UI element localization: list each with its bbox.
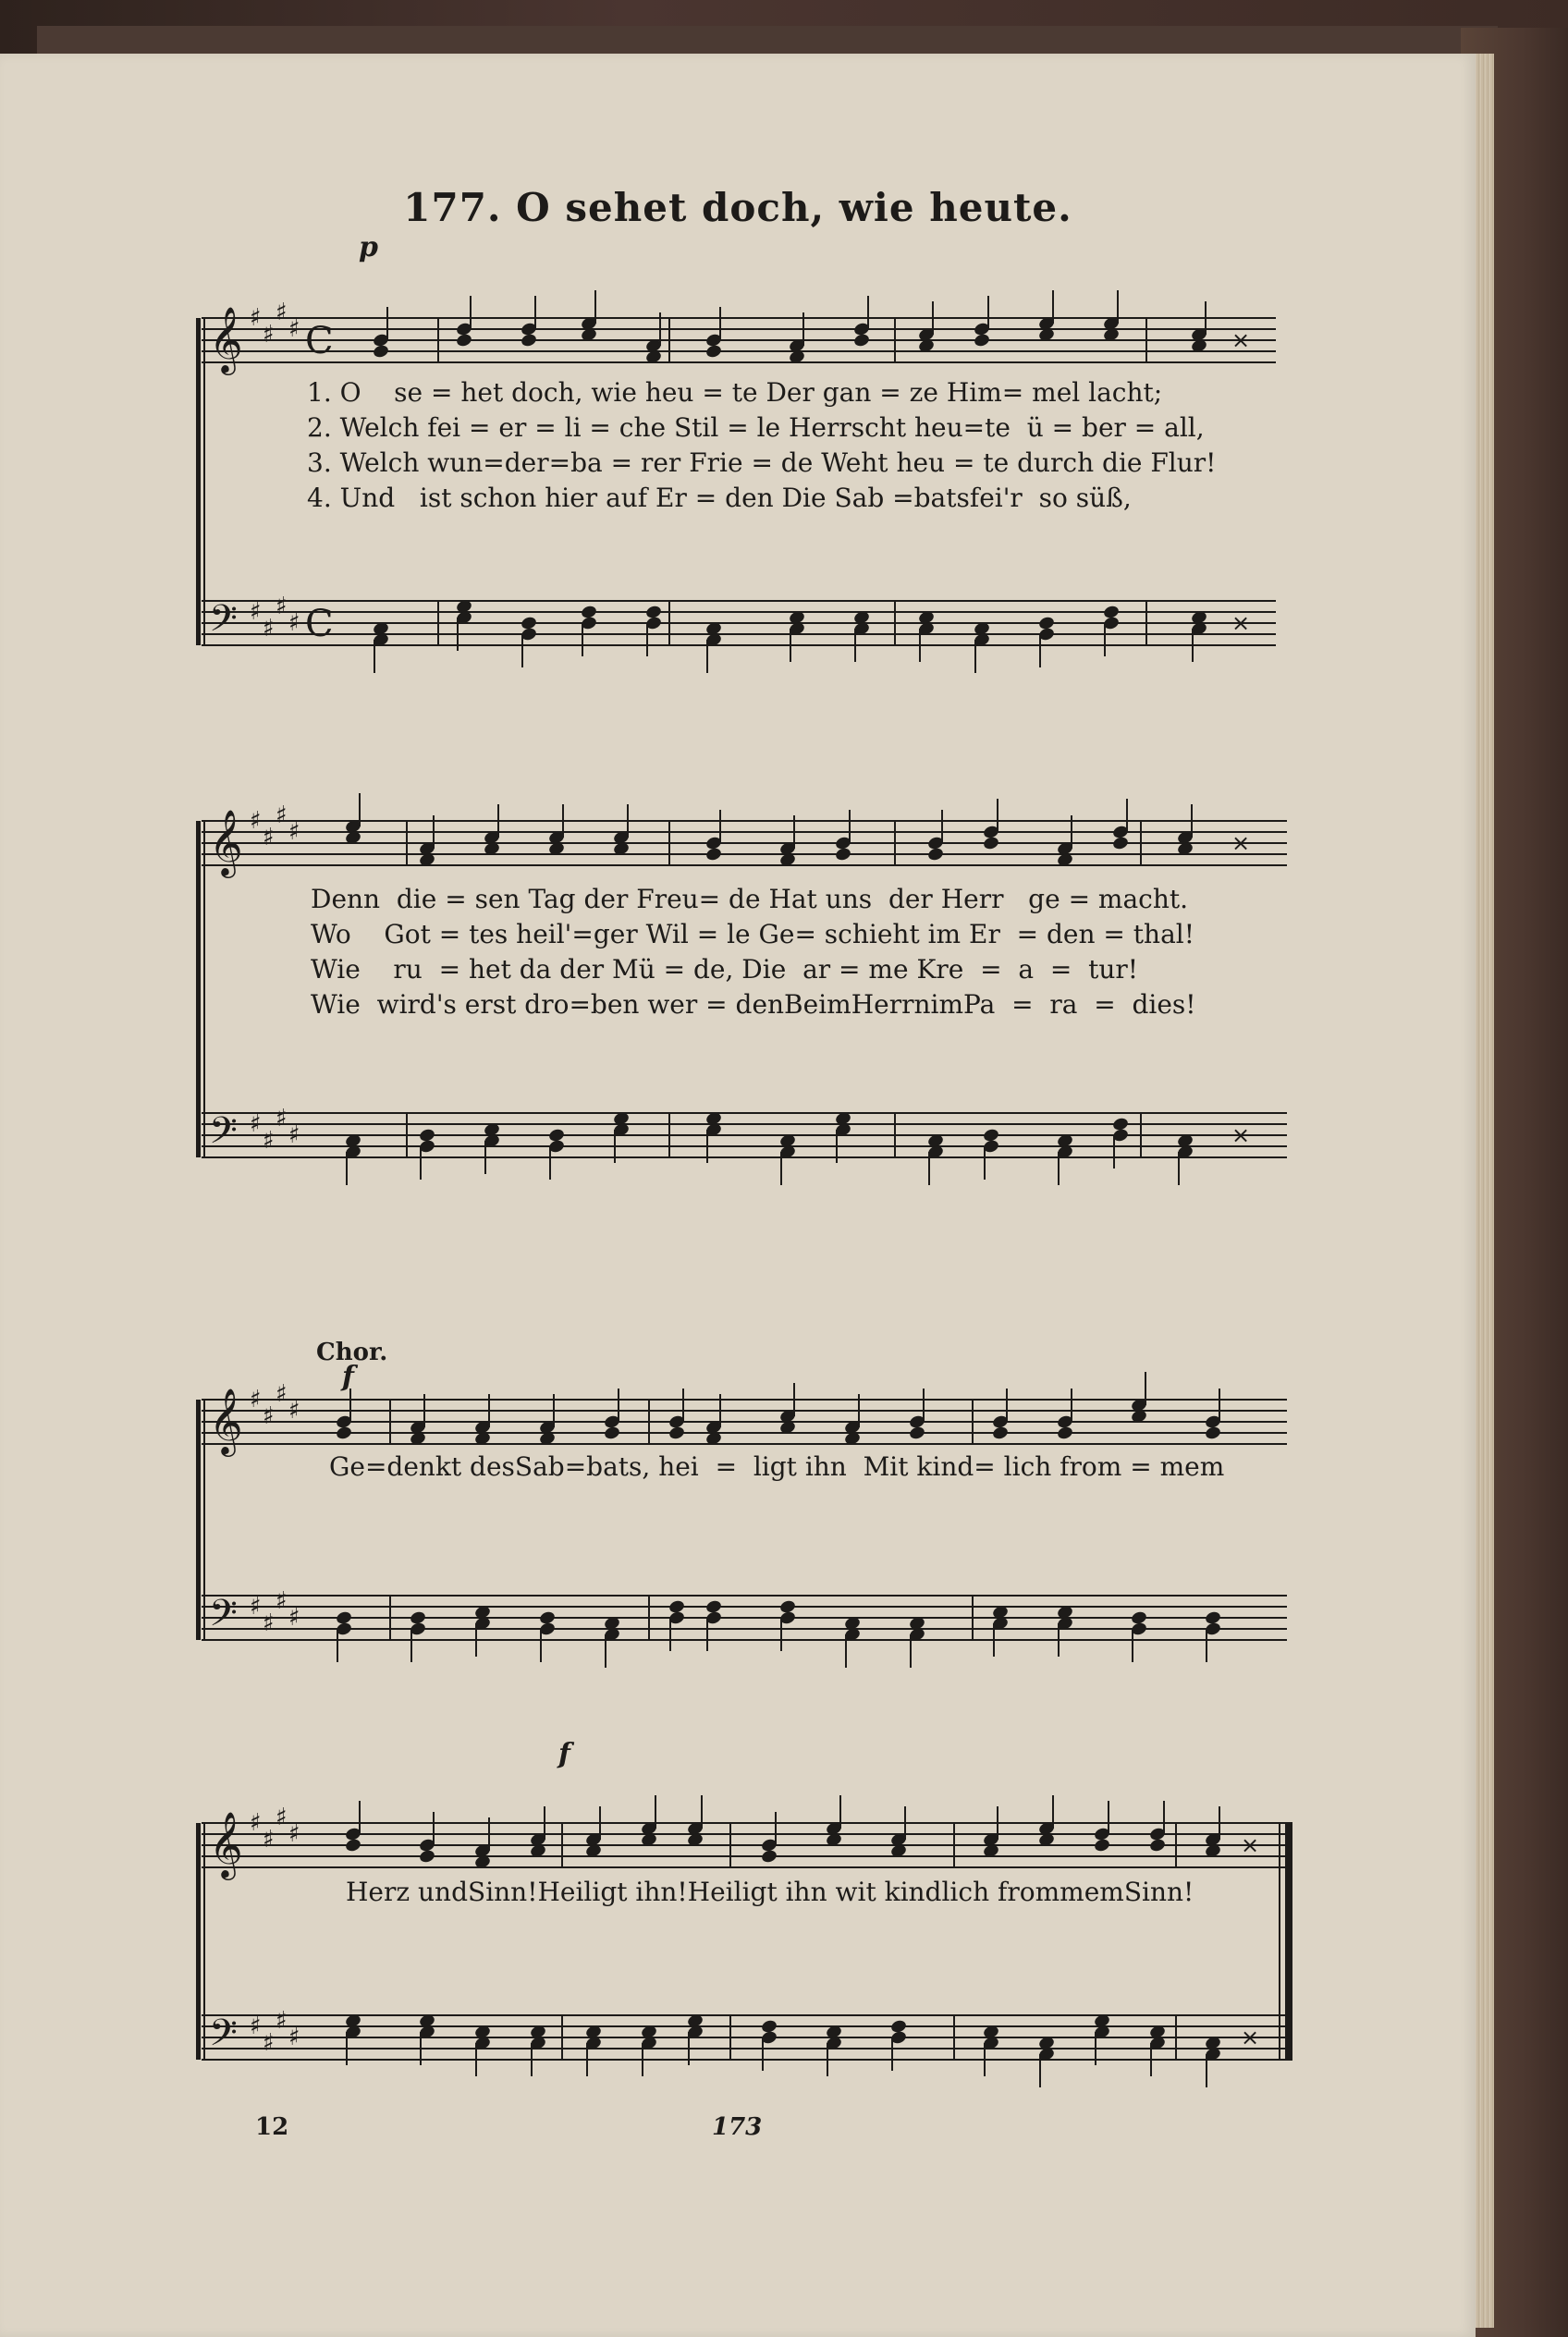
note-head (520, 333, 537, 349)
lyric-verse-1-cont: Denn die = sen Tag der Freu= de Hat uns der Herr ge = macht. (311, 884, 1189, 914)
note-head (991, 1425, 1009, 1441)
key-signature-sharp: ♯ (250, 807, 262, 835)
note-head (704, 344, 722, 360)
note-head (1148, 1838, 1166, 1854)
key-signature-sharp: ♯ (250, 304, 262, 332)
note-head (926, 847, 944, 863)
system-brace (196, 318, 201, 645)
lyric-verse-3: 3. Welch wun=der=ba = rer Frie = de Weht heu = te durch die Flur! (307, 447, 1217, 478)
key-signature-sharp: ♯ (288, 1820, 300, 1848)
note-head (834, 847, 851, 863)
note-head (603, 1425, 620, 1441)
note-head (418, 1849, 435, 1865)
system-brace (196, 1400, 201, 1640)
key-signature-sharp: ♯ (250, 1110, 262, 1138)
note-head (1111, 836, 1129, 851)
key-signature-sharp: ♯ (263, 1826, 275, 1854)
key-signature-sharp: ♯ (263, 824, 275, 851)
key-signature-sharp: ♯ (276, 801, 288, 829)
bass-clef: 𝄢 (209, 1109, 238, 1161)
key-signature-sharp: ♯ (288, 1397, 300, 1425)
note-head (760, 1849, 778, 1865)
key-signature-sharp: ♯ (250, 1593, 262, 1621)
note-head (1204, 1425, 1221, 1441)
key-signature-sharp: ♯ (263, 1609, 275, 1637)
key-signature-sharp: ♯ (263, 1127, 275, 1155)
note-head (344, 1838, 361, 1854)
key-signature-sharp: ♯ (276, 593, 288, 620)
bass-clef: 𝄢 (209, 2012, 238, 2063)
system-brace (196, 821, 201, 1157)
rest-symbol: × (1231, 327, 1251, 353)
key-signature-sharp: ♯ (263, 321, 275, 349)
time-signature: C (305, 603, 334, 645)
note-head (372, 344, 389, 360)
lyric-verse-2-cont: Wo Got = tes heil'=ger Wil = le Ge= schieht im Er = den = thal! (311, 919, 1194, 949)
rest-symbol: × (1231, 830, 1251, 856)
bass-clef: 𝄢 (209, 1592, 238, 1644)
key-signature-sharp: ♯ (276, 1380, 288, 1408)
key-signature-sharp: ♯ (276, 299, 288, 326)
lyric-verse-4-cont: Wie wird's erst dro=ben wer = denBeimHerrnimPa = ra = dies! (311, 989, 1196, 1020)
note-head (1093, 1838, 1110, 1854)
music-system-4 (196, 1755, 1287, 2143)
staff-system-4 (196, 1755, 1287, 2143)
key-signature-sharp: ♯ (288, 2024, 300, 2051)
key-signature-sharp: ♯ (276, 1587, 288, 1615)
bass-clef: 𝄢 (209, 597, 238, 649)
rest-symbol: × (1241, 2025, 1260, 2050)
key-signature-sharp: ♯ (250, 1809, 262, 1837)
note-head (455, 333, 472, 349)
dynamic-marking-forte-2: f (558, 1738, 570, 1770)
system-brace (196, 1823, 201, 2060)
dynamic-marking-forte: f (342, 1361, 354, 1393)
note-head (973, 333, 990, 349)
key-signature-sharp: ♯ (288, 1604, 300, 1632)
key-signature-sharp: ♯ (288, 818, 300, 846)
note-head (704, 847, 722, 863)
lyric-verse-2: 2. Welch fei = er = li = che Stil = le Herrscht heu=te ü = ber = all, (307, 412, 1205, 443)
key-signature-sharp: ♯ (263, 615, 275, 642)
time-signature: C (305, 320, 334, 362)
key-signature-sharp: ♯ (276, 2007, 288, 2035)
rest-symbol: × (1231, 610, 1251, 636)
lyric-verse-3-cont: Wie ru = het da der Mü = de, Die ar = me Kre = a = tur! (311, 954, 1139, 985)
key-signature-sharp: ♯ (276, 1804, 288, 1831)
page-number: 173 (712, 2113, 763, 2141)
key-signature-sharp: ♯ (288, 609, 300, 637)
chorus-lyrics-2: Herz undSinn!Heiligt ihn!Heiligt ihn wit kindlich frommemSinn! (346, 1877, 1194, 1907)
hymn-title: 177. O sehet doch, wie heute. (403, 185, 1072, 230)
lyric-verse-1: 1. O se = het doch, wie heu = te Der gan = ze Him= mel lacht; (307, 377, 1163, 408)
key-signature-sharp: ♯ (263, 1402, 275, 1430)
rest-symbol: × (1231, 1122, 1251, 1148)
chorus-lyrics-1: Ge=denkt desSab=bats, hei = ligt ihn Mit kind= lich from = mem (329, 1451, 1225, 1482)
note-head (852, 333, 870, 349)
note-head (1056, 1425, 1073, 1441)
treble-clef: 𝄞 (209, 1810, 243, 1878)
lyric-verse-4: 4. Und ist schon hier auf Er = den Die Sab =batsfei'r so süß, (307, 483, 1132, 513)
note-head (908, 1425, 925, 1441)
key-signature-sharp: ♯ (263, 2029, 275, 2057)
key-signature-sharp: ♯ (276, 1105, 288, 1132)
key-signature-sharp: ♯ (250, 1386, 262, 1413)
book-cover-top (37, 26, 1498, 57)
key-signature-sharp: ♯ (288, 1121, 300, 1149)
signature-mark: 12 (255, 2113, 289, 2141)
final-bar-thick (1285, 1823, 1292, 2060)
music-system-3 (196, 1339, 1287, 1727)
note-head (668, 1425, 685, 1441)
note-head (982, 836, 999, 851)
note-head (335, 1425, 352, 1441)
rest-symbol: × (1241, 1832, 1260, 1858)
key-signature-sharp: ♯ (288, 315, 300, 343)
hymnal-page (0, 54, 1476, 2337)
key-signature-sharp: ♯ (250, 598, 262, 626)
staff-system-3 (196, 1339, 1287, 1727)
treble-clef: 𝄞 (209, 1387, 243, 1454)
key-signature-sharp: ♯ (250, 2013, 262, 2040)
treble-clef: 𝄞 (209, 808, 243, 875)
dynamic-marking: p (359, 231, 378, 263)
chorus-label: Chor. (316, 1339, 388, 1366)
treble-clef: 𝄞 (209, 305, 243, 373)
